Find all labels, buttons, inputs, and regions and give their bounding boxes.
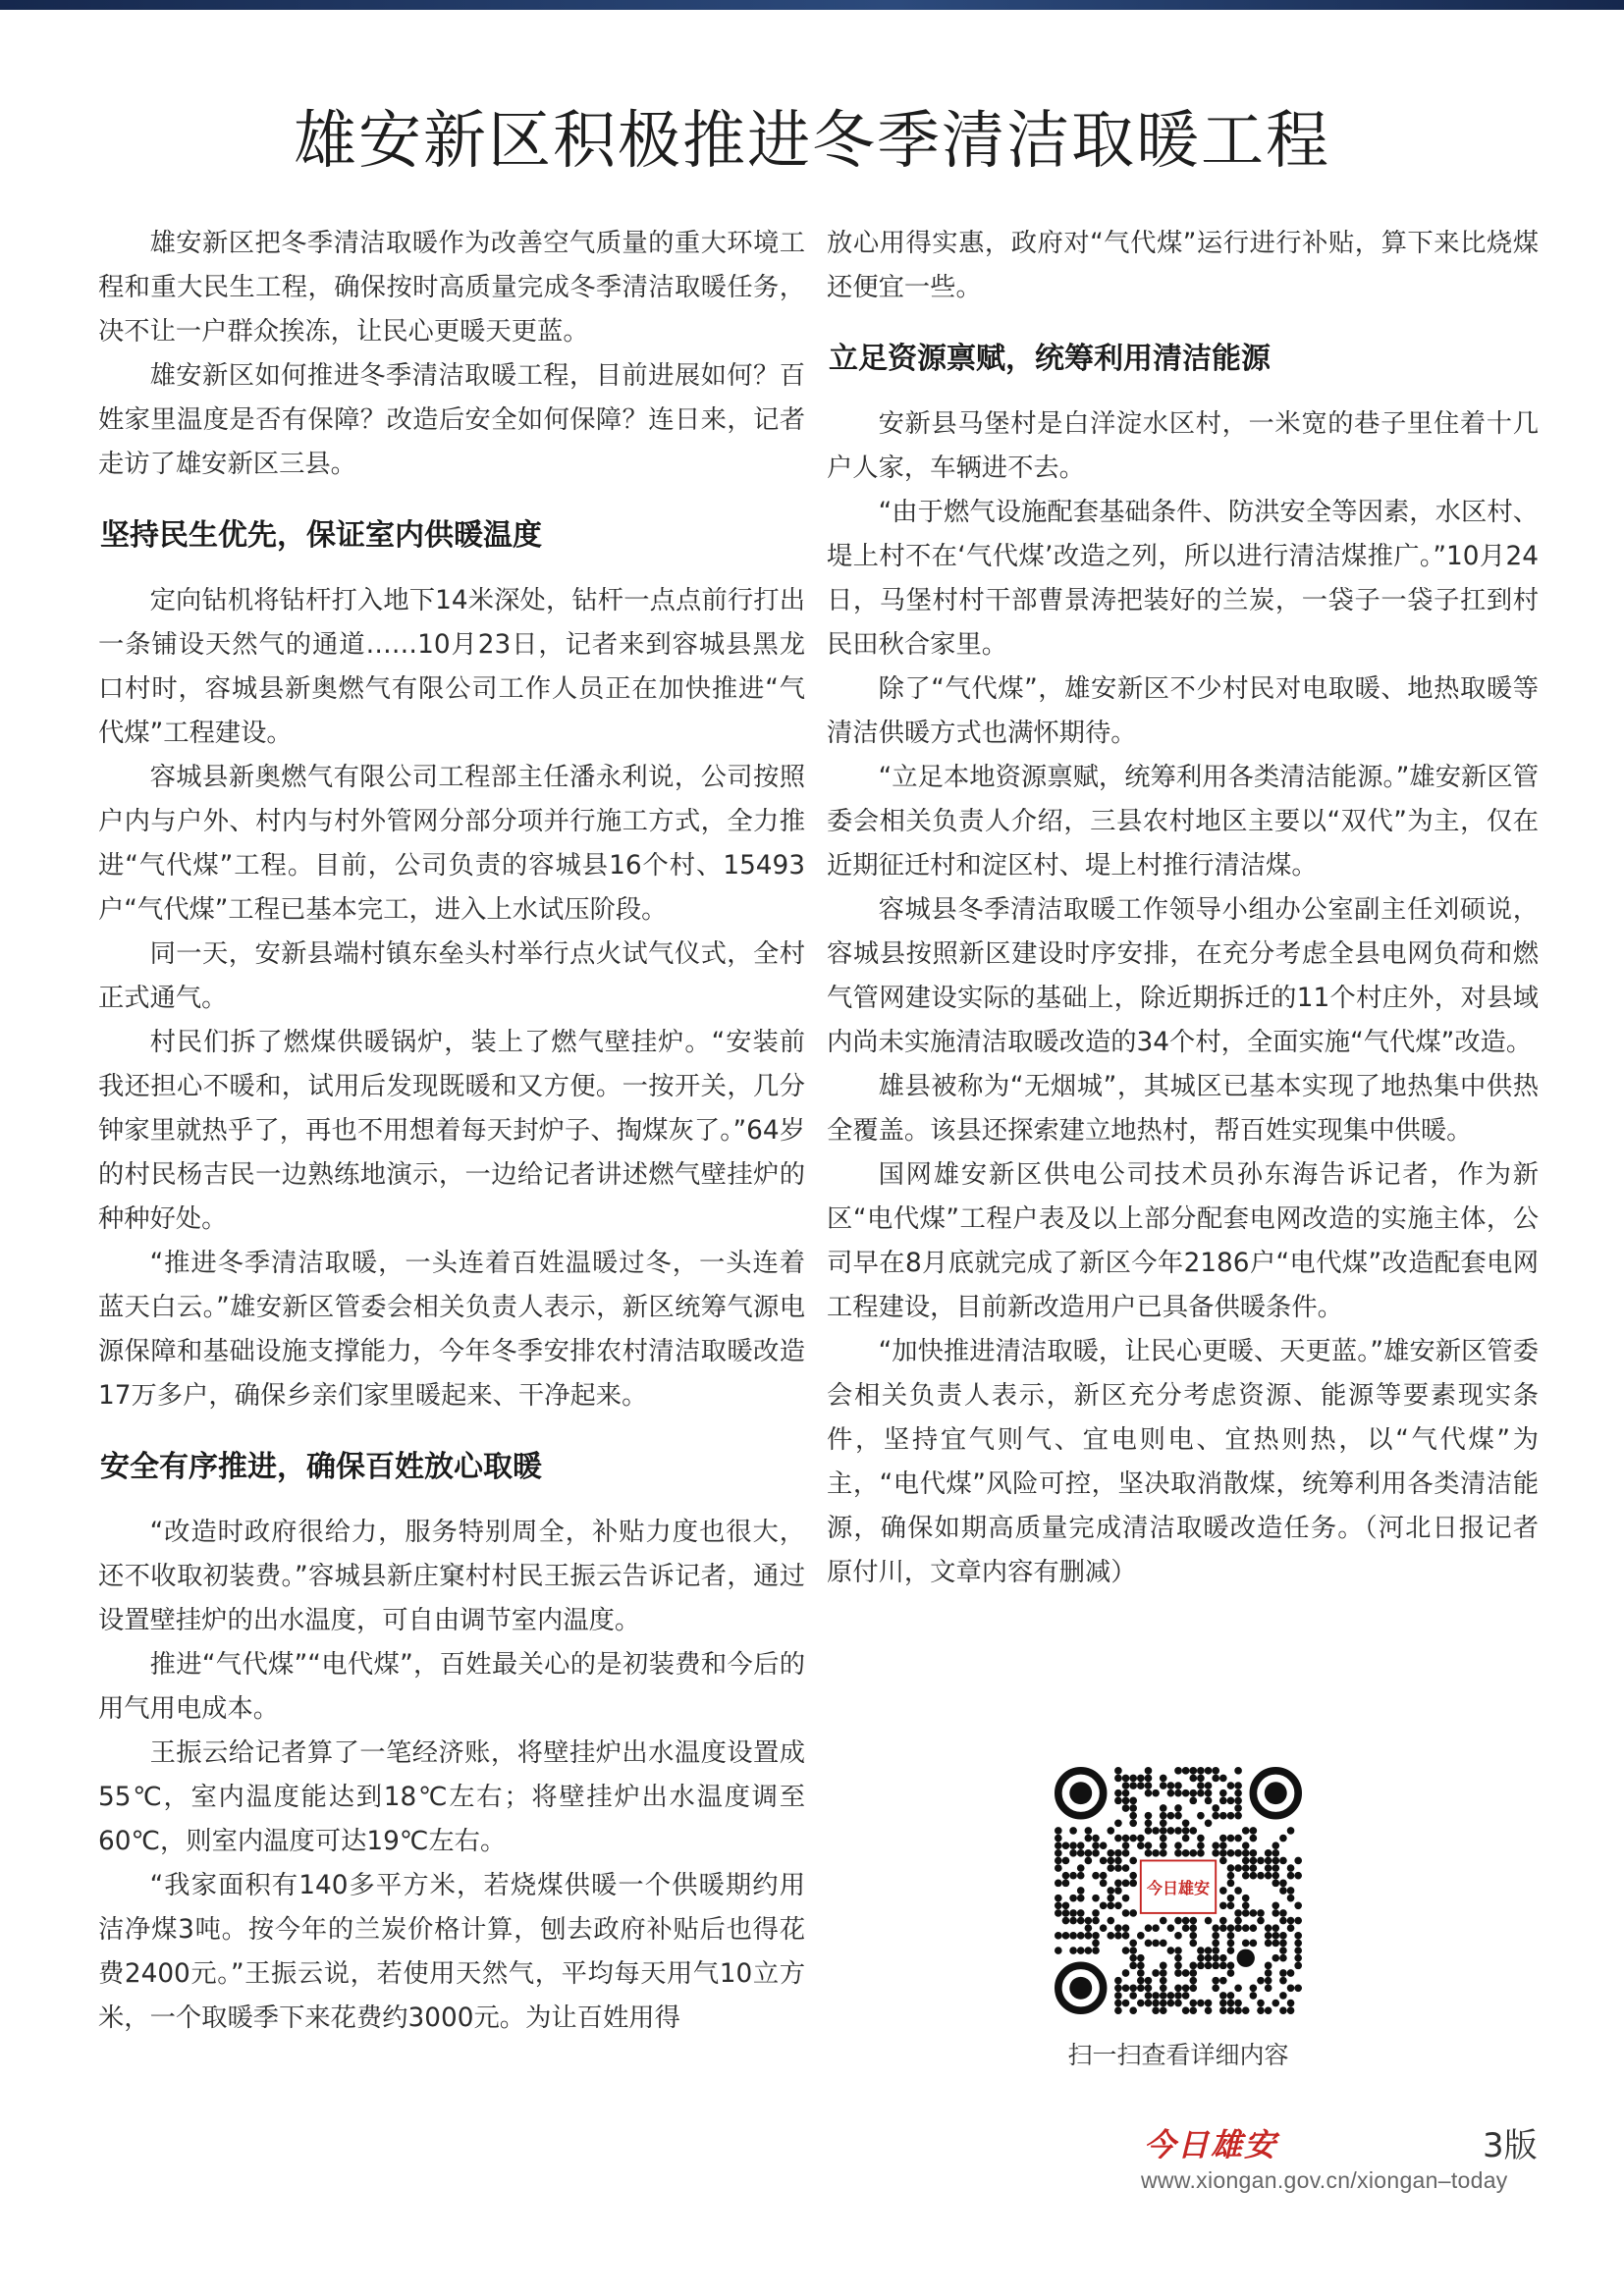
article-left-column xyxy=(98,222,805,2041)
section-heading: 立足资源禀赋，统筹利用清洁能源 xyxy=(829,342,1271,376)
paragraph: “改造时政府很给力，服务特别周全，补贴力度也很大，还不收取初装费。”容城县新庄窠村村民王振云告诉记者，通过设置壁挂炉的出水温度，可自由调节室内温度。 xyxy=(98,1518,805,1635)
paragraph: 王振云给记者算了一笔经济账，将壁挂炉出水温度设置成55℃，室内温度能达到18℃左右；将壁挂炉出水温度调至60℃，则室内温度可达19℃左右。 xyxy=(98,1738,805,1856)
paragraph-continued: 放心用得实惠，政府对“气代煤”运行进行补贴，算下来比烧煤还便宜一些。 xyxy=(827,229,1539,302)
paragraph: 雄县被称为“无烟城”，其城区已基本实现了地热集中供热全覆盖。该县还探索建立地热村，帮百姓实现集中供暖。 xyxy=(827,1072,1539,1146)
article-right-column xyxy=(827,222,1539,1595)
section-heading: 安全有序推进，确保百姓放心取暖 xyxy=(100,1450,542,1484)
qr-code-block xyxy=(1055,1767,1306,2071)
footer-url[interactable]: www.xiongan.gov.cn/xiongan–today xyxy=(1141,2167,1508,2193)
paragraph: 推进“气代煤”“电代煤”，百姓最关心的是初装费和今后的用气用电成本。 xyxy=(98,1650,805,1724)
paragraph: 安新县马堡村是白洋淀水区村，一米宽的巷子里住着十几户人家，车辆进不去。 xyxy=(827,409,1539,483)
paragraph: “由于燃气设施配套基础条件、防洪安全等因素，水区村、堤上村不在‘气代煤’改造之列，所以进行清洁煤推广。”10月24日，马堡村村干部曹景涛把装好的兰炭，一袋子一袋子扛到村民田秋合家里。 xyxy=(827,498,1539,660)
qr-caption: 扫一扫查看详细内容 xyxy=(1067,2041,1289,2069)
qr-code[interactable] xyxy=(1055,1767,1302,2014)
page-number: 3版 xyxy=(1483,2126,1538,2165)
brand-logo: 今日雄安 xyxy=(1144,2126,1278,2163)
paragraph: 容城县冬季清洁取暖工作领导小组办公室副主任刘硕说，容城县按照新区建设时序安排，在充分考虑全县电网负荷和燃气管网建设实际的基础上，除近期拆迁的11个村庄外，对县域内尚未实施清洁取暖改造的34个村，全面实施“气代煤”改造。 xyxy=(827,895,1539,1057)
article-title: 雄安新区积极推进冬季清洁取暖工程 xyxy=(294,105,1330,178)
paragraph: “推进冬季清洁取暖，一头连着百姓温暖过冬，一头连着蓝天白云。”雄安新区管委会相关负责人表示，新区统筹气源电源保障和基础设施支撑能力，今年冬季安排农村清洁取暖改造17万多户，确保乡亲们家里暖起来、干净起来。 xyxy=(98,1249,805,1411)
paragraph: 同一天，安新县端村镇东垒头村举行点火试气仪式，全村正式通气。 xyxy=(98,939,805,1013)
paragraph: 国网雄安新区供电公司技术员孙东海告诉记者，作为新区“电代煤”工程户表及以上部分配套电网改造的实施主体，公司早在8月底就完成了新区今年2186户“电代煤”改造配套电网工程建设，目前新改造用户已具备供暖条件。 xyxy=(827,1160,1539,1322)
paragraph: 雄安新区把冬季清洁取暖作为改善空气质量的重大环境工程和重大民生工程，确保按时高质量完成冬季清洁取暖任务，决不让一户群众挨冻，让民心更暖天更蓝。 xyxy=(98,229,805,347)
qr-center-logo: 今日雄安 xyxy=(1146,1879,1211,1898)
paragraph: “我家面积有140多平方米，若烧煤供暖一个供暖期约用洁净煤3吨。按今年的兰炭价格计算，刨去政府补贴后也得花费2400元。”王振云说，若使用天然气，平均每天用气10立方米，一个取暖季下来花费约3000元。为让百姓用得 xyxy=(98,1871,805,2033)
paragraph: 定向钻机将钻杆打入地下14米深处，钻杆一点点前行打出一条铺设天然气的通道……10月23日，记者来到容城县黑龙口村时，容城县新奥燃气有限公司工作人员正在加快推进“气代煤”工程建设。 xyxy=(98,586,805,748)
paragraph: “立足本地资源禀赋，统筹利用各类清洁能源。”雄安新区管委会相关负责人介绍，三县农村地区主要以“双代”为主，仅在近期征迁村和淀区村、堤上村推行清洁煤。 xyxy=(827,763,1539,881)
top-banner-bar xyxy=(0,0,1624,10)
paragraph: 村民们拆了燃煤供暖锅炉，装上了燃气壁挂炉。“安装前我还担心不暖和，试用后发现既暖和又方便。一按开关，几分钟家里就热乎了，再也不用想着每天封炉子、掏煤灰了。”64岁的村民杨吉民一边熟练地演示，一边给记者讲述燃气壁挂炉的种种好处。 xyxy=(98,1028,805,1234)
section-heading: 坚持民生优先，保证室内供暖温度 xyxy=(100,518,542,553)
paragraph: 容城县新奥燃气有限公司工程部主任潘永利说，公司按照户内与户外、村内与村外管网分部分项并行施工方式，全力推进“气代煤”工程。目前，公司负责的容城县16个村、15493户“气代煤”工程已基本完工，进入上水试压阶段。 xyxy=(98,763,805,925)
paragraph: 除了“气代煤”，雄安新区不少村民对电取暖、地热取暖等清洁供暖方式也满怀期待。 xyxy=(827,674,1539,748)
paragraph: “加快推进清洁取暖，让民心更暖、天更蓝。”雄安新区管委会相关负责人表示，新区充分考虑资源、能源等要素现实条件，坚持宜气则气、宜电则电、宜热则热，以“气代煤”为主，“电代煤”风险可控，坚决取消散煤，统筹利用各类清洁能源，确保如期高质量完成清洁取暖改造任务。（河北日报记者 原付川，文章内容有删减） xyxy=(827,1337,1539,1587)
paragraph: 雄安新区如何推进冬季清洁取暖工程，目前进展如何？百姓家里温度是否有保障？改造后安全如何保障？连日来，记者走访了雄安新区三县。 xyxy=(98,361,805,479)
